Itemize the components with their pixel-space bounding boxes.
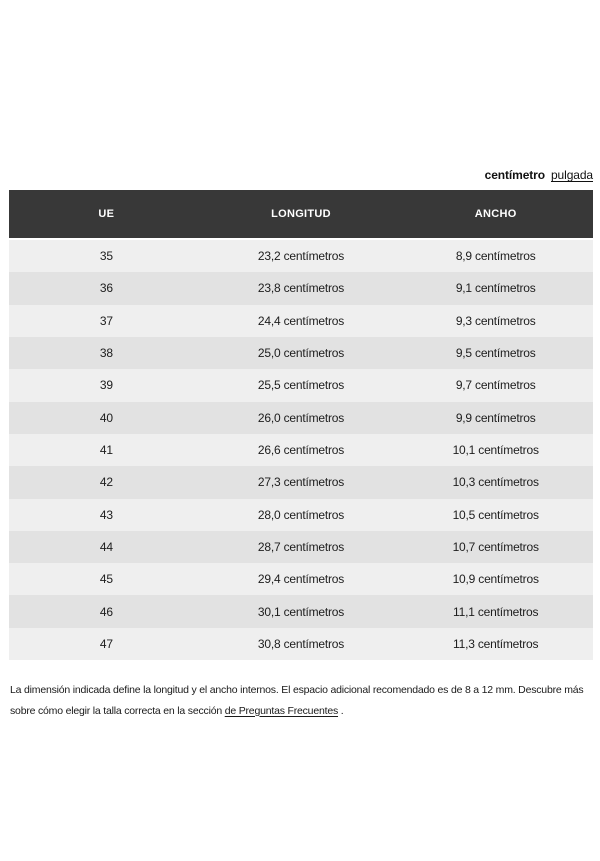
cell-ue: 37	[99, 313, 113, 328]
cell-ue: 39	[99, 378, 113, 393]
cell-ue: 38	[99, 346, 113, 361]
cell-longitud: 25,0 centímetros	[257, 346, 345, 361]
size-chart-table	[9, 190, 593, 660]
cell-ue: 43	[99, 507, 113, 522]
cell-ancho: 9,7 centímetros	[455, 378, 536, 393]
cell-longitud: 25,5 centímetros	[257, 378, 345, 393]
cell-ancho: 9,3 centímetros	[455, 313, 536, 328]
table-row	[9, 369, 593, 401]
table-row	[9, 337, 593, 369]
cell-ancho: 10,5 centímetros	[452, 507, 539, 522]
unit-option-centimeter[interactable]: centímetro	[484, 168, 545, 182]
cell-longitud: 29,4 centímetros	[257, 572, 345, 587]
cell-longitud: 24,4 centímetros	[257, 313, 345, 328]
table-row	[9, 531, 593, 563]
cell-ancho: 11,1 centímetros	[453, 604, 539, 619]
cell-ancho: 8,9 centímetros	[455, 249, 536, 264]
cell-ancho: 9,9 centímetros	[455, 410, 536, 425]
column-header-longitud: LONGITUD	[271, 208, 331, 220]
cell-longitud: 28,0 centímetros	[257, 507, 345, 522]
table-row	[9, 402, 593, 434]
column-header-ue: UE	[98, 208, 115, 220]
table-row	[9, 563, 593, 595]
cell-ue: 47	[99, 636, 113, 651]
cell-longitud: 27,3 centímetros	[257, 475, 345, 490]
cell-ue: 45	[99, 572, 113, 587]
cell-ancho: 10,3 centímetros	[452, 475, 539, 490]
cell-ue: 40	[99, 410, 113, 425]
table-row	[9, 466, 593, 498]
faq-link[interactable]: de Preguntas Frecuentes	[224, 704, 339, 717]
cell-ue: 44	[99, 539, 113, 554]
cell-ancho: 10,7 centímetros	[452, 539, 539, 554]
footnote-text: La dimensión indicada define la longitud y el ancho internos. El espacio adicional recomendado es de 8 a 12 mm. Descubre más sobre cómo elegir la talla correcta en la sección	[10, 683, 584, 717]
footnote-text-suffix: .	[338, 704, 344, 717]
cell-ue: 42	[99, 475, 113, 490]
cell-ancho: 9,1 centímetros	[455, 281, 536, 296]
footnote	[10, 680, 592, 722]
column-header-ancho: ANCHO	[474, 208, 517, 220]
cell-ue: 41	[99, 443, 113, 458]
table-row	[9, 595, 593, 627]
cell-ancho: 9,5 centímetros	[455, 346, 536, 361]
cell-ue: 36	[99, 281, 113, 296]
cell-longitud: 30,1 centímetros	[257, 604, 345, 619]
cell-longitud: 23,8 centímetros	[257, 281, 345, 296]
cell-ue: 46	[99, 604, 113, 619]
cell-longitud: 23,2 centímetros	[257, 249, 345, 264]
table-row	[9, 272, 593, 304]
cell-longitud: 26,6 centímetros	[257, 443, 345, 458]
unit-option-inch[interactable]: pulgada	[550, 168, 593, 182]
unit-toggle	[485, 168, 593, 182]
cell-longitud: 30,8 centímetros	[257, 636, 345, 651]
table-row	[9, 240, 593, 272]
cell-ancho: 10,9 centímetros	[452, 572, 539, 587]
table-row	[9, 305, 593, 337]
table-row	[9, 499, 593, 531]
cell-ancho: 11,3 centímetros	[453, 636, 539, 651]
cell-ancho: 10,1 centímetros	[452, 443, 539, 458]
table-row	[9, 628, 593, 660]
cell-longitud: 28,7 centímetros	[257, 539, 345, 554]
table-body	[9, 240, 593, 660]
cell-ue: 35	[99, 249, 113, 264]
table-row	[9, 434, 593, 466]
size-table-header-row	[9, 190, 593, 238]
cell-longitud: 26,0 centímetros	[257, 410, 345, 425]
